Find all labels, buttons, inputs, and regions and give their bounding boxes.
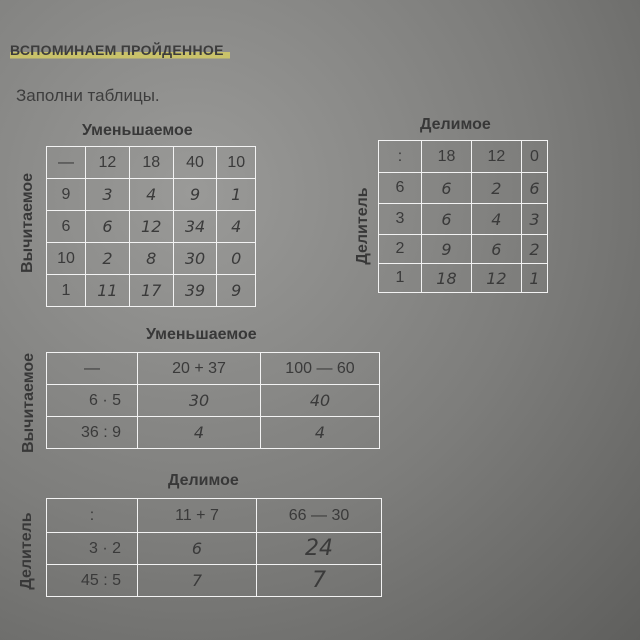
- t4-answer: 6: [138, 533, 257, 565]
- t3-op: —: [47, 353, 138, 385]
- t3-answer: 4: [138, 417, 261, 449]
- t1-op: —: [47, 147, 86, 179]
- t1-answer: 4: [217, 211, 256, 243]
- t1-answer: 2: [86, 243, 130, 275]
- t2-answer: 6: [471, 235, 521, 264]
- t2-answer: 6: [422, 204, 472, 235]
- t2-col-header: 12: [471, 141, 521, 173]
- t1-answer: 34: [173, 211, 217, 243]
- t3-col-header: 100 — 60: [261, 353, 380, 385]
- t1-answer: 9: [173, 179, 217, 211]
- t1-answer: 1: [217, 179, 256, 211]
- t1-side-label: Вычитаемое: [19, 172, 36, 273]
- t2-answer: 2: [521, 235, 547, 264]
- t1-answer: 0: [217, 243, 256, 275]
- t2-answer: 6: [521, 173, 547, 204]
- t2-answer: 12: [471, 264, 521, 293]
- t2-answer: 3: [521, 204, 547, 235]
- t4-table: [46, 498, 382, 597]
- t2-answer: 18: [422, 264, 472, 293]
- section-title: ВСПОМИНАЕМ ПРОЙДЕННОЕ: [10, 40, 230, 62]
- t1-col-header: 12: [86, 147, 130, 179]
- t2-row-header: 1: [379, 264, 422, 293]
- t2-op: :: [379, 141, 422, 173]
- t1-row-header: 6: [47, 211, 86, 243]
- t2-row-header: 6: [379, 173, 422, 204]
- t1-col-header: 18: [129, 147, 173, 179]
- t1-top-label: Уменьшаемое: [82, 122, 193, 139]
- t4-row-header: 45 : 5: [47, 565, 138, 597]
- t2-table: [378, 140, 548, 293]
- t2-answer: 4: [471, 204, 521, 235]
- t1-row-header: 1: [47, 275, 86, 307]
- t3-row-header: 6 · 5: [47, 385, 138, 417]
- t2-col-header: 0: [521, 141, 547, 173]
- t1-answer: 39: [173, 275, 217, 307]
- t1-answer: 6: [86, 211, 130, 243]
- t2-top-label: Делимое: [420, 116, 491, 133]
- t3-row-header: 36 : 9: [47, 417, 138, 449]
- t2-row-header: 3: [379, 204, 422, 235]
- t4-answer: 24: [257, 533, 382, 565]
- task-instruction: Заполни таблицы.: [16, 86, 160, 105]
- t1-col-header: 10: [217, 147, 256, 179]
- t4-col-header: 66 — 30: [257, 499, 382, 533]
- t1-answer: 12: [129, 211, 173, 243]
- t4-op: :: [47, 499, 138, 533]
- t4-row-header: 3 · 2: [47, 533, 138, 565]
- t4-answer: 7: [138, 565, 257, 597]
- t1-answer: 11: [86, 275, 130, 307]
- t3-col-header: 20 + 37: [138, 353, 261, 385]
- t1-col-header: 40: [173, 147, 217, 179]
- t3-answer: 30: [138, 385, 261, 417]
- t2-col-header: 18: [422, 141, 472, 173]
- t2-answer: 9: [422, 235, 472, 264]
- t3-table: [46, 352, 380, 449]
- t4-answer: 7: [257, 565, 382, 597]
- t3-top-label: Уменьшаемое: [146, 326, 257, 343]
- t2-side-label: Делитель: [354, 187, 371, 265]
- t4-col-header: 11 + 7: [138, 499, 257, 533]
- t2-row-header: 2: [379, 235, 422, 264]
- t3-answer: 4: [261, 417, 380, 449]
- t2-answer: 6: [422, 173, 472, 204]
- t2-answer: 2: [471, 173, 521, 204]
- t1-answer: 3: [86, 179, 130, 211]
- t2-answer: 1: [521, 264, 547, 293]
- t3-answer: 40: [261, 385, 380, 417]
- t1-answer: 8: [129, 243, 173, 275]
- t1-row-header: 9: [47, 179, 86, 211]
- t3-side-label: Вычитаемое: [20, 352, 37, 454]
- t1-answer: 9: [217, 275, 256, 307]
- t4-side-label: Делитель: [18, 512, 35, 590]
- t1-table: [46, 146, 256, 307]
- t1-answer: 17: [129, 275, 173, 307]
- t1-answer: 30: [173, 243, 217, 275]
- t4-top-label: Делимое: [168, 472, 239, 489]
- t1-row-header: 10: [47, 243, 86, 275]
- t1-answer: 4: [129, 179, 173, 211]
